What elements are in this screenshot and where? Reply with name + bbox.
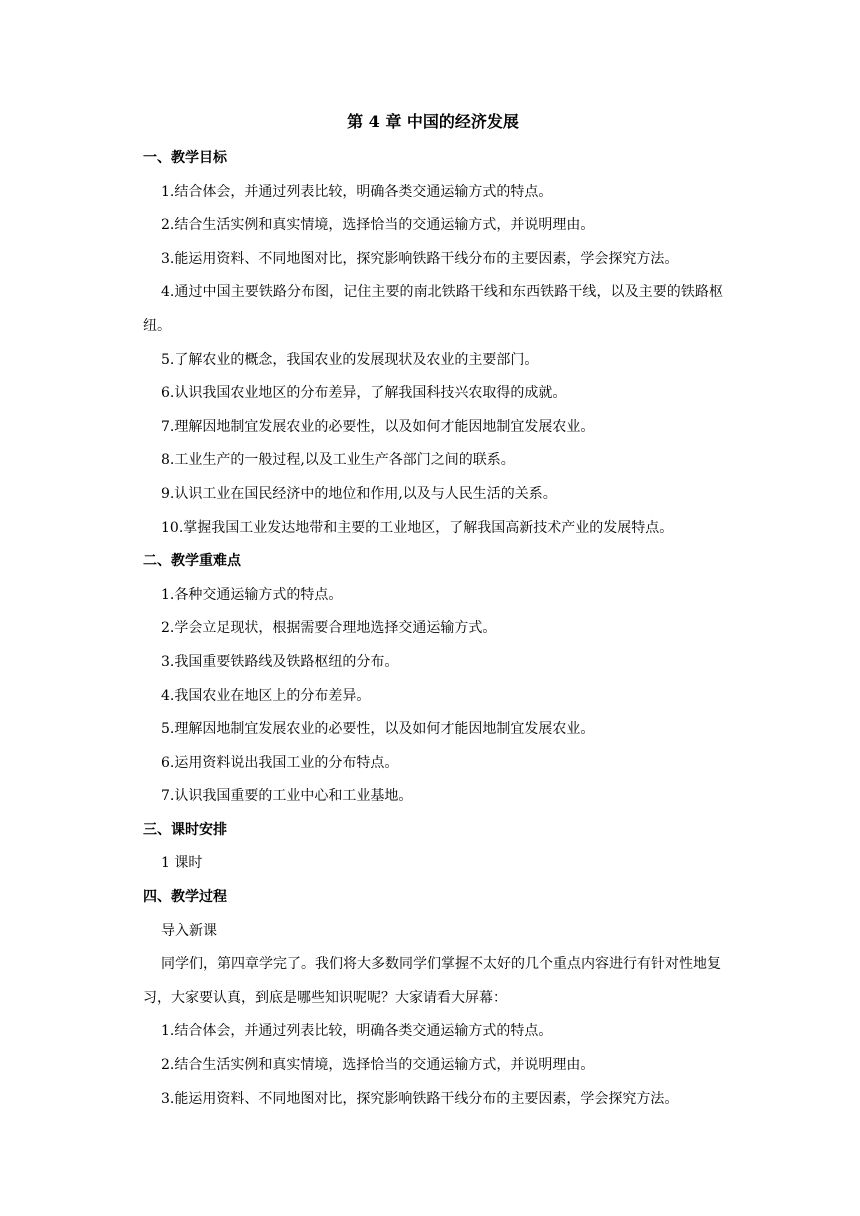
list-item: 7.认识我国重要的工业中心和工业基地。 — [161, 788, 413, 805]
list-item: 7.理解因地制宜发展农业的必要性，以及如何才能因地制宜发展农业。 — [161, 418, 595, 435]
section-heading-schedule: 三、课时安排 — [143, 821, 227, 838]
list-item: 1 课时 — [161, 855, 203, 872]
list-item: 10.掌握我国工业发达地带和主要的工业地区，了解我国高新技术产业的发展特点。 — [161, 519, 674, 536]
section-heading-objectives: 一、教学目标 — [143, 150, 227, 166]
list-item: 2.学会立足现状，根据需要合理地选择交通运输方式。 — [161, 620, 497, 637]
list-item: 6.认识我国农业地区的分布差异，了解我国科技兴农取得的成就。 — [161, 385, 567, 402]
section-heading-key-points: 二、教学重难点 — [143, 553, 241, 570]
list-item: 8.工业生产的一般过程,以及工业生产各部门之间的联系。 — [161, 452, 515, 469]
intro-label: 导入新课 — [161, 922, 217, 939]
list-item: 5.理解因地制宜发展农业的必要性，以及如何才能因地制宜发展农业。 — [161, 721, 595, 738]
list-item: 3.能运用资料、不同地图对比，探究影响铁路干线分布的主要因素，学会探究方法。 — [161, 250, 679, 267]
list-item: 2.结合生活实例和真实情境，选择恰当的交通运输方式，并说明理由。 — [161, 1057, 595, 1074]
intro-paragraph: 同学们，第四章学完了。我们将大多数同学们掌握不太好的几个重点内容进行有针对性地复习，大家要认真，到底是哪些知识呢呢？大家请看大屏幕： — [143, 956, 721, 1006]
page-title: 第 4 章 中国的经济发展 — [347, 112, 519, 131]
list-item: 1.结合体会，并通过列表比较，明确各类交通运输方式的特点。 — [161, 1023, 553, 1040]
list-item: 9.认识工业在国民经济中的地位和作用,以及与人民生活的关系。 — [161, 485, 557, 502]
list-item: 3.能运用资料、不同地图对比，探究影响铁路干线分布的主要因素，学会探究方法。 — [161, 1090, 679, 1107]
list-item: 4.通过中国主要铁路分布图，记住主要的南北铁路干线和东西铁路干线，以及主要的铁路枢纽。 — [143, 284, 723, 334]
list-item: 4.我国农业在地区上的分布差异。 — [161, 687, 371, 704]
list-item: 3.我国重要铁路线及铁路枢纽的分布。 — [161, 653, 399, 670]
list-item: 1.各种交通运输方式的特点。 — [161, 586, 343, 603]
document-body — [143, 108, 723, 1116]
list-item: 2.结合生活实例和真实情境，选择恰当的交通运输方式，并说明理由。 — [161, 217, 595, 234]
list-item: 6.运用资料说出我国工业的分布特点。 — [161, 754, 399, 771]
list-item: 1.结合体会，并通过列表比较，明确各类交通运输方式的特点。 — [161, 183, 553, 200]
section-heading-process: 四、教学过程 — [143, 889, 227, 906]
list-item: 5.了解农业的概念，我国农业的发展现状及农业的主要部门。 — [161, 351, 539, 368]
